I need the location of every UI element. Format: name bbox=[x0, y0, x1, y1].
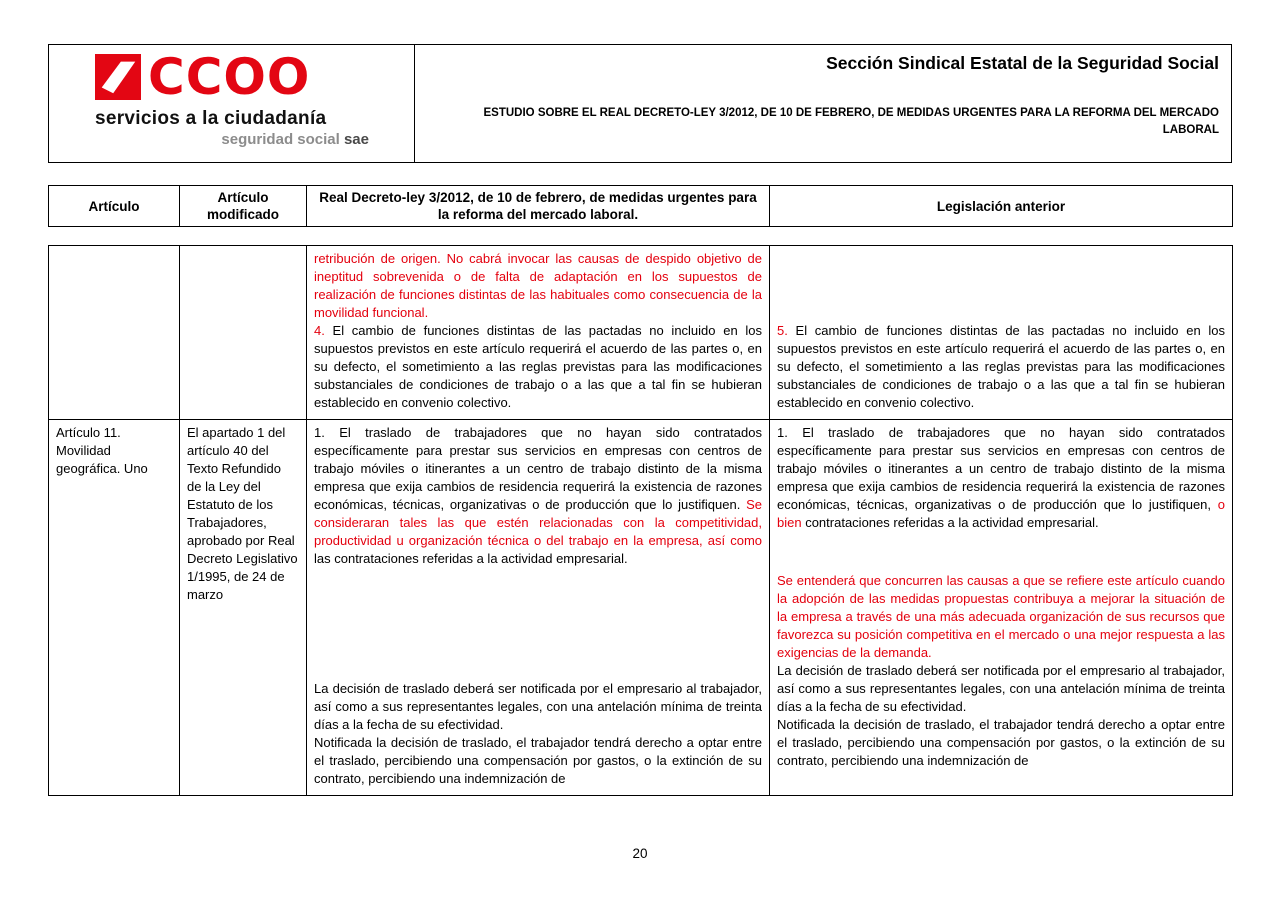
column-header-row bbox=[49, 186, 1233, 227]
cell-decreto bbox=[307, 246, 770, 420]
text-segment: La decisión de traslado deberá ser notificada por el empresario al trabajador, así como a sus representantes legales, con una antelación mínima de treinta días a la fecha de su efectividad. bbox=[314, 681, 762, 732]
logo-wrap bbox=[95, 48, 371, 148]
document-page bbox=[48, 44, 1232, 861]
amended-text-segment: o bien bbox=[777, 497, 1225, 530]
logo-row bbox=[95, 48, 371, 106]
cell-paragraph bbox=[777, 716, 1225, 770]
amended-text-segment: 4. bbox=[314, 323, 325, 338]
column-header-table bbox=[48, 185, 1233, 227]
ccoo-flag-icon bbox=[95, 54, 141, 100]
document-header bbox=[48, 44, 1232, 163]
comparison-table-body bbox=[49, 246, 1233, 796]
cell-articulo bbox=[49, 246, 180, 420]
cell-paragraph bbox=[777, 572, 1225, 662]
cell-modificado bbox=[180, 246, 307, 420]
text-segment: contrataciones referidas a la actividad empresarial. bbox=[805, 515, 1099, 530]
cell-paragraph bbox=[314, 322, 762, 412]
text-segment: Artículo 11. Movilidad geográfica. Uno bbox=[56, 425, 148, 476]
col-header-decreto: Real Decreto-ley 3/2012, de 10 de febrero, de medidas urgentes para la reforma del mercado laboral. bbox=[307, 186, 770, 227]
text-segment: El cambio de funciones distintas de las pactadas no incluido en los supuestos previstos en este artículo requerirá el acuerdo de las partes o, en su defecto, el sometimiento a las reglas previstas para las modificaciones substanciales de condiciones de trabajo o a las que a tal fin se hubieran establecido en convenio colectivo. bbox=[314, 323, 762, 410]
cell-decreto bbox=[307, 420, 770, 796]
cell-anterior bbox=[770, 246, 1233, 420]
cell-paragraph bbox=[314, 734, 762, 788]
text-segment: El apartado 1 del artículo 40 del Texto Refundido de la Ley del Estatuto de los Trabajadores, aprobado por Real Decreto Legislativo 1/1995, de 24 de marzo bbox=[187, 425, 298, 602]
logo-block bbox=[49, 45, 415, 162]
section-title: Sección Sindical Estatal de la Seguridad Social bbox=[826, 53, 1219, 73]
text-segment: La decisión de traslado deberá ser notificada por el empresario al trabajador, así como a sus representantes legales, con una antelación mínima de treinta días a la fecha de su efectividad. bbox=[777, 663, 1225, 714]
logo-subtagline-text: seguridad social bbox=[221, 131, 344, 148]
cell-articulo bbox=[49, 420, 180, 796]
logo-subtagline bbox=[95, 131, 371, 148]
cell-paragraph bbox=[777, 424, 1225, 532]
page-number: 20 bbox=[632, 846, 648, 861]
text-segment: Notificada la decisión de traslado, el trabajador tendrá derecho a optar entre el traslado, percibiendo una compensación por gastos, o la extinción de su contrato, percibiendo una indemnización de bbox=[777, 717, 1225, 768]
amended-text-segment: retribución de origen. No cabrá invocar las causas de despido objetivo de ineptitud sobrevenida o de falta de adaptación en los supuestos de realización de funciones distintas de las habituales como consecuencia de la movilidad funcional. bbox=[314, 251, 762, 320]
text-segment: las contrataciones referidas a la actividad empresarial. bbox=[314, 551, 628, 566]
cell-paragraph bbox=[777, 662, 1225, 716]
ccoo-logo-text: CCOO bbox=[148, 48, 311, 106]
text-segment: El cambio de funciones distintas de las pactadas no incluido en los supuestos previstos en este artículo requerirá el acuerdo de las partes o, en su defecto, el sometimiento a las reglas previstas para las modificaciones substanciales de condiciones de trabajo o a las que a tal fin se hubieran establecido en convenio colectivo. bbox=[777, 323, 1225, 410]
table-row bbox=[49, 420, 1233, 796]
text-segment: 1. El traslado de trabajadores que no hayan sido contratados específicamente para prestar sus servicios en empresas con centros de trabajo móviles o itinerantes a un centro de trabajo distinto de la misma empresa que exija cambios de residencia requerirá la existencia de razones económicas, técnicas, organizativas o de producción que lo justifiquen, bbox=[777, 425, 1225, 512]
logo-sae-label: sae bbox=[343, 131, 369, 148]
cell-paragraph bbox=[314, 250, 762, 322]
cell-paragraph bbox=[314, 424, 762, 568]
cell-paragraph bbox=[314, 680, 762, 734]
comparison-table bbox=[48, 245, 1233, 796]
amended-text-segment: Se consideraran tales las que estén relacionadas con la competitividad, productividad u organización técnica o del trabajo en la empresa, así como bbox=[314, 497, 762, 548]
amended-text-segment: 5. bbox=[777, 323, 788, 338]
amended-text-segment: Se entenderá que concurren las causas a que se refiere este artículo cuando la adopción de las medidas propuestas contribuya a mejorar la situación de la empresa a través de una más adecuada organización de sus recursos que favorezca su posición competitiva en el mercado o una mejor respuesta a las exigencias de la demanda. bbox=[777, 573, 1225, 660]
text-segment: Notificada la decisión de traslado, el trabajador tendrá derecho a optar entre el traslado, percibiendo una compensación por gastos, o la extinción de su contrato, percibiendo una indemnización de bbox=[314, 735, 762, 786]
col-header-legislacion-anterior: Legislación anterior bbox=[770, 186, 1233, 227]
cell-paragraph bbox=[187, 424, 299, 604]
cell-paragraph bbox=[777, 322, 1225, 412]
cell-modificado bbox=[180, 420, 307, 796]
header-title-cell bbox=[415, 45, 1231, 162]
logo-tagline: servicios a la ciudadanía bbox=[95, 108, 327, 129]
cell-paragraph bbox=[56, 424, 172, 478]
col-header-articulo-modificado: Artículo modificado bbox=[180, 186, 307, 227]
cell-anterior bbox=[770, 420, 1233, 796]
col-header-articulo: Artículo bbox=[49, 186, 180, 227]
study-subtitle: ESTUDIO SOBRE EL REAL DECRETO-LEY 3/2012, DE 10 DE FEBRERO, DE MEDIDAS URGENTES PARA LA REFORMA DEL MERCADO LABORAL bbox=[483, 107, 1219, 136]
table-row bbox=[49, 246, 1233, 420]
text-segment: 1. El traslado de trabajadores que no hayan sido contratados específicamente para prestar sus servicios en empresas con centros de trabajo móviles o itinerantes a un centro de trabajo distinto de la misma empresa que exija cambios de residencia requerirá la existencia de razones económicas, técnicas, organizativas o de producción que lo justifiquen. bbox=[314, 425, 762, 512]
